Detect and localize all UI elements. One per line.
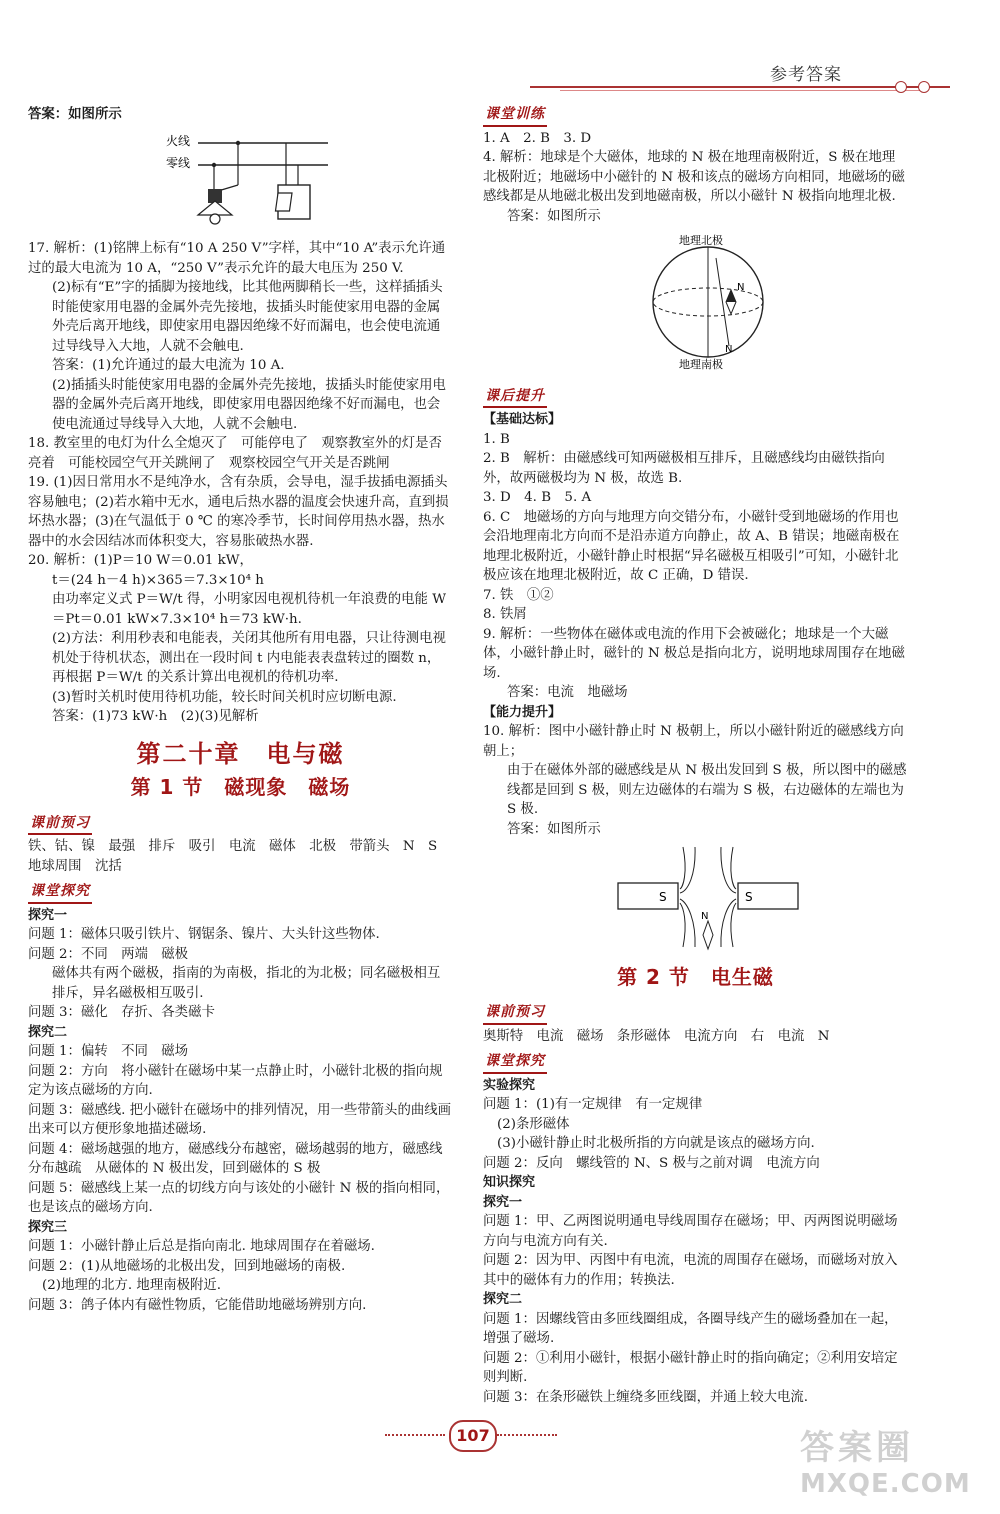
magnet-diagram-svg xyxy=(483,843,908,953)
header-title: 参考答案 xyxy=(770,65,842,85)
q17-answer: 答案：(1)允许通过的最大电流为 10 A. xyxy=(52,358,285,373)
section-title: 第 2 节 电生磁 xyxy=(617,964,774,989)
explore-heading: 探究一 xyxy=(483,1194,523,1210)
q20-line: 由功率定义式 P＝W/t 得，小明家因电视机待机一年浪费的电能 W＝Pt＝0.01 kW×7.3×10⁴ h＝73 kW·h. xyxy=(52,592,446,627)
q19: 19. (1)因日常用水不是纯净水，含有杂质，会导电，湿手拔插电源插头容易触电；(2)若水箱中无水，通电后热水器的温度会快速升高，直到损坏热水器；(3)在气温低于 0 ℃ 的寒冷季节，长时间停用热水器，热水器中的水会因结冰而体积变大，容易胀破热水器. xyxy=(28,475,449,549)
explore-heading: 探究二 xyxy=(28,1024,68,1040)
ability-heading: 【能力提升】 xyxy=(483,704,562,720)
training-answers: 1. A 2. B 3. D xyxy=(483,130,592,146)
q20-answer: 答案：(1)73 kW·h (2)(3)见解析 xyxy=(52,709,259,724)
q20-line: (3)暂时关机时使用待机功能，较长时间关机时应切断电源. xyxy=(52,689,397,705)
section-title: 第 1 节 磁现象 磁场 xyxy=(130,775,351,799)
footer-dots-left xyxy=(385,1434,445,1436)
explore-item: 问题 2：(1)从地磁场的北极出发，回到地磁场的南极. xyxy=(28,1258,346,1274)
explore-item: (3)小磁针静止时北极所指的方向就是该点的磁场方向. xyxy=(497,1136,815,1151)
explore-item: 问题 1：偏转 不同 磁场 xyxy=(28,1044,189,1059)
explore-item: (2)地理的北方. 地理南极附近. xyxy=(42,1278,222,1293)
explore-heading: 实验探究 xyxy=(483,1077,536,1093)
right-column xyxy=(483,105,908,1407)
wiring-diagram xyxy=(28,129,453,236)
explore-item: 问题 5：磁感线上某一点的切线方向与该处的小磁针 N 极的指向相同，也是该点的磁场方向. xyxy=(28,1180,450,1215)
socket-face xyxy=(275,193,292,211)
ability-item: 由于在磁体外部的磁感线是从 N 极出发回到 S 极，所以图中的磁感线都是回到 S 极，则左边磁体的右端为 S 极，右边磁体的左端也为 S 极. xyxy=(507,763,907,817)
answer-line: 答案：如图所示 xyxy=(28,106,122,122)
compass-needle-north xyxy=(726,290,736,302)
explore-item: 问题 2：方向 将小磁针在磁场中某一点静止时，小磁针北极的指向规定为该点磁场的方向. xyxy=(28,1063,443,1098)
lamp-shade xyxy=(198,201,232,215)
magnet-field-diagram xyxy=(483,843,908,960)
ability-item: 10. 解析：图中小磁针静止时 N 极朝上，所以小磁针附近的磁感线方向朝上； xyxy=(483,724,904,759)
q4-answer: 答案：如图所示 xyxy=(507,208,601,224)
basic-item: 8. 铁屑 xyxy=(483,607,527,622)
geographic-south-label: 地理南极 xyxy=(679,358,723,370)
neutral-wire-label: 零线 xyxy=(166,155,191,170)
chapter-title: 第二十章 电与磁 xyxy=(136,739,345,768)
earth-magnetic-diagram xyxy=(483,230,908,377)
header-rule-thin xyxy=(560,90,920,91)
header-ornament-dot xyxy=(895,81,907,93)
preview-answers: 铁、钴、镍 最强 排斥 吸引 电流 磁体 北极 带箭头 N S 地球周围 沈括 xyxy=(28,839,451,874)
q18: 18. 教室里的电灯为什么全熄灭了 可能停电了 观察教室外的灯是否亮着 可能校园空气开关跳闸了 观察校园空气开关是否跳闸 xyxy=(28,436,442,471)
q4-analysis: 4. 解析：地球是个大磁体，地球的 N 极在地理南极附近，S 极在地理北极附近；地磁场中小磁针的 N 极和该点的磁场方向相同，地磁场的磁感线都是从地磁北极出发到地磁南极，所以小磁针 N 极指向地理北极. xyxy=(483,150,905,204)
section-tag: 课前预习 xyxy=(483,1003,547,1025)
explore-item: (2)条形磁体 xyxy=(497,1116,570,1132)
section-tag: 课堂探究 xyxy=(483,1052,547,1074)
section-tag: 课堂探究 xyxy=(28,882,92,904)
explore-item: 问题 3：在条形磁铁上缠绕多匝线圈，并通上较大电流. xyxy=(483,1389,809,1405)
header-ornament-dot xyxy=(918,81,930,93)
ability-answer: 答案：如图所示 xyxy=(507,821,601,837)
explore-item: 问题 2：因为甲、丙图中有电流，电流的周围存在磁场，而磁场对放入其中的磁体有力的作用；转换法. xyxy=(483,1253,898,1288)
field-line xyxy=(731,903,736,947)
explore-item: 问题 1：因螺线管由多匝线圈组成，各圈导线产生的磁场叠加在一起，增强了磁场. xyxy=(483,1311,898,1346)
watermark-url: MXQE.COM xyxy=(800,1469,971,1499)
q20-line: t＝(24 h－4 h)×365＝7.3×10⁴ h xyxy=(52,572,264,588)
explore-item: 问题 1：甲、乙两图说明通电导线周围存在磁场；甲、丙两图说明磁场方向与电流方向有关. xyxy=(483,1214,898,1249)
left-column xyxy=(28,105,453,1315)
field-line xyxy=(680,903,685,947)
q20-line: (2)方法：利用秒表和电能表，关闭其他所有用电器，只让待测电视机处于待机状态，测出在一段时间 t 内电能表表盘转过的圈数 n，再根据 P＝W/t 的关系计算出电视机的待机功率. xyxy=(52,631,446,685)
explore-heading: 知识探究 xyxy=(483,1175,536,1190)
basic-item: 7. 铁 ①② xyxy=(483,587,554,603)
explore-item: 问题 2：不同 两端 磁极 xyxy=(28,946,189,962)
explore-item: 问题 1：(1)有一定规律 有一定规律 xyxy=(483,1097,703,1112)
watermark xyxy=(800,1420,971,1499)
lamp-bulb xyxy=(210,214,220,224)
section-tag: 课前预习 xyxy=(28,814,92,836)
explore-heading: 探究三 xyxy=(28,1219,68,1235)
explore-item: 问题 4：磁场越强的地方，磁感线分布越密，磁场越弱的地方，磁感线分布越疏 从磁体的 N 极出发，回到磁体的 S 极 xyxy=(28,1141,443,1176)
q17-answer-2: (2)插插头时能使家用电器的金属外壳先接地，拔插头时能使家用电器的金属外壳后离开地线，即使家用电器因绝缘不好而漏电，也会使电流通过导线导入大地，人就不会触电. xyxy=(52,377,446,432)
explore-heading: 探究一 xyxy=(28,907,68,923)
left-magnet-s-label: S xyxy=(659,890,667,904)
watermark-logo: 答案圈 xyxy=(800,1428,914,1468)
basic-heading: 【基础达标】 xyxy=(483,412,562,427)
footer-dots-right xyxy=(497,1434,557,1436)
header-rule xyxy=(530,86,950,88)
basic-item: 3. D 4. B 5. A xyxy=(483,490,592,505)
left-magnet xyxy=(618,883,678,909)
live-wire-label: 火线 xyxy=(166,133,191,148)
basic-item: 1. B xyxy=(483,431,510,447)
explore-item: 问题 3：鸽子体内有磁性物质，它能借助地磁场辨别方向. xyxy=(28,1297,367,1313)
compass-needle xyxy=(703,921,713,949)
page-number: 107 xyxy=(449,1420,497,1452)
basic-item: 9. 解析：一些物体在磁体或电流的作用下会被磁化；地球是一个大磁体，小磁针静止时，磁针的 N 极总是指向北方，说明地球周围存在地磁场. xyxy=(483,626,905,681)
geographic-north-label: 地理北极 xyxy=(679,234,723,247)
section-tag: 课后提升 xyxy=(483,387,547,409)
field-line xyxy=(680,847,685,889)
explore-item: 磁体共有两个磁极，指南的为南极，指北的为北极；同名磁极相互排斥，异名磁极相互吸引. xyxy=(52,966,441,1001)
explore-item: 问题 2：①利用小磁针，根据小磁针静止时的指向确定；②利用安培定则判断. xyxy=(483,1350,898,1385)
preview-answers: 奥斯特 电流 磁场 条形磁体 电流方向 右 电流 N xyxy=(483,1028,830,1044)
q17-analysis: 17. 解析：(1)铭牌上标有“10 A 250 V”字样，其中“10 A”表示允许通过的最大电流为 10 A，“250 V”表示允许的最大电压为 250 V. xyxy=(28,241,446,276)
explore-item: 问题 2：反向 螺线管的 N、S 极与之前对调 电流方向 xyxy=(483,1155,820,1171)
q20-analysis: 20. 解析：(1)P＝10 W＝0.01 kW， xyxy=(28,553,253,568)
needle-n-label: N xyxy=(737,282,745,293)
basic-item: 2. B 解析：由磁感线可知两磁极相互排斥，且磁感线均由磁铁指向外，故两磁极均为 N 极，故选 B. xyxy=(483,451,885,486)
explore-item: 问题 1：磁体只吸引铁片、钢锯条、镍片、大头针这些物体. xyxy=(28,927,380,942)
field-line xyxy=(731,847,736,889)
magnetic-n-label: N xyxy=(725,344,733,355)
needle-n-label: N xyxy=(701,911,709,922)
explore-item: 问题 3：磁感线. 把小磁针在磁场中的排列情况，用一些带箭头的曲线画出来可以方便形象地描述磁场. xyxy=(28,1102,452,1137)
earth-diagram-svg xyxy=(483,230,908,370)
section-tag: 课堂训练 xyxy=(483,105,547,127)
basic-item: 6. C 地磁场的方向与地理方向交错分布，小磁针受到地磁场的作用也会沿地理南北方向而不是沿赤道方向静止，故 A、B 错误；地磁南极在地理北极附近，小磁针静止时根据“异名磁极互相吸引”可知，小磁针北极应该在地理北极附近，故 C 正确，D 错误. xyxy=(483,509,900,583)
q17-analysis-2: (2)标有“E”字的插脚为接地线，比其他两脚稍长一些，这样插插头时能使家用电器的金属外壳先接地，拔插头时能使家用电器的金属外壳后离开地线，即使家用电器因绝缘不好而漏电，也会使电流通过导线导入大地，人就不会触电. xyxy=(52,280,443,354)
explore-item: 问题 1：小磁针静止后总是指向南北. 地球周围存在着磁场. xyxy=(28,1239,375,1254)
explore-item: 问题 3：磁化 存折、各类磁卡 xyxy=(28,1005,215,1020)
explore-heading: 探究二 xyxy=(483,1292,523,1307)
wiring-diagram-svg xyxy=(28,129,453,229)
right-magnet-s-label: S xyxy=(745,890,753,904)
basic-item: 答案：电流 地磁场 xyxy=(507,685,628,700)
